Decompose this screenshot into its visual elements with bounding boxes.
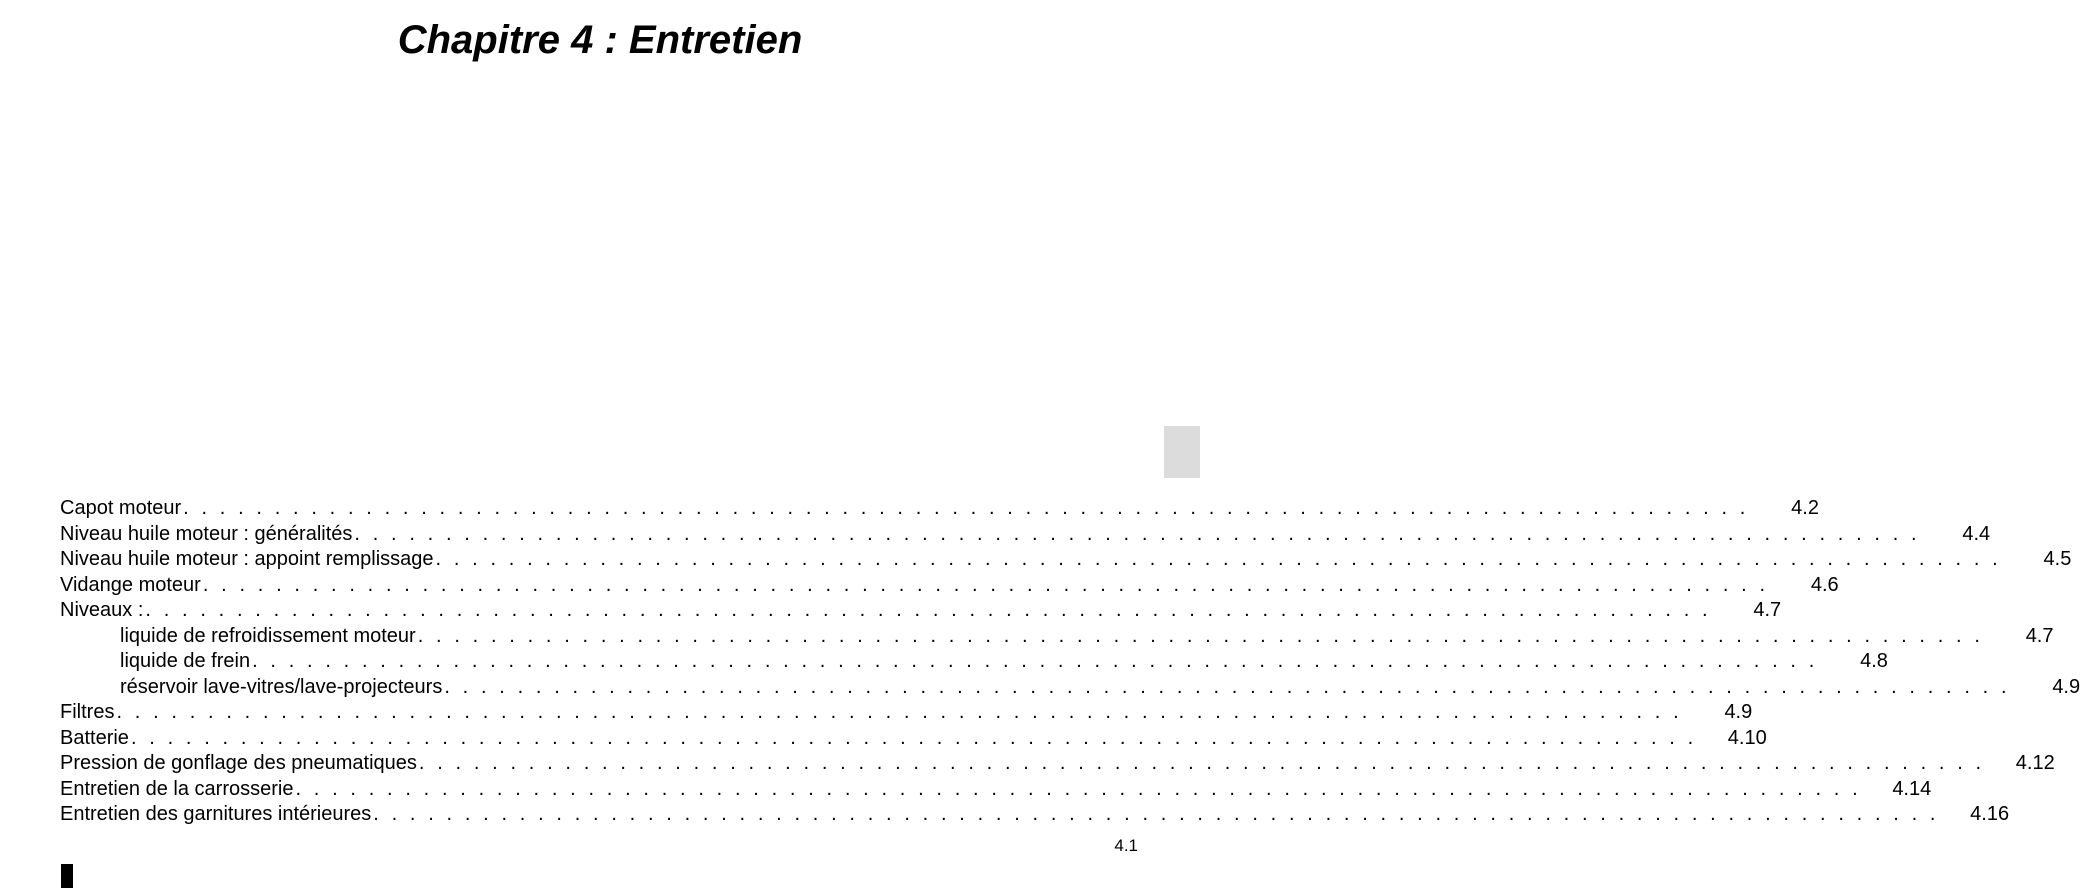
toc-dot-leader: . . . . . . . . . . . . . . . . . . . . . . . . . . . . . . . . . . . . . . . . . . . . . . . . . . . . . . . . . . . . . . . . . . . . . . . . . . . . . . . . . . . . . .: [183, 497, 1749, 519]
page-edge-mark: [61, 864, 73, 888]
toc-dot-leader: . . . . . . . . . . . . . . . . . . . . . . . . . . . . . . . . . . . . . . . . . . . . . . . . . . . . . . . . . . . . . . . . . . . . . . . . . . . . . . . . . . . . . .: [373, 803, 1940, 825]
chapter-tab-marker: [1164, 426, 1200, 478]
toc-dot-leader: . . . . . . . . . . . . . . . . . . . . . . . . . . . . . . . . . . . . . . . . . . . . . . . . . . . . . . . . . . . . . . . . . . . . . . . . . . . . . . . . . . . . . .: [418, 752, 1985, 774]
toc-dot-leader: . . . . . . . . . . . . . . . . . . . . . . . . . . . . . . . . . . . . . . . . . . . . . . . . . . . . . . . . . . . . . . . . . . . . . . . . . . . . . . . . . . . . . .: [145, 599, 1712, 621]
toc-subentry-liquide-refroidissement[interactable]: [60, 624, 2054, 650]
toc-entry-label: réservoir lave-vitres/lave-projecteurs: [120, 675, 443, 698]
toc-entry-page: 4.2: [1791, 497, 1819, 519]
toc-entry-page: 4.7: [2025, 624, 2054, 647]
toc-dot-leader: . . . . . . . . . . . . . . . . . . . . . . . . . . . . . . . . . . . . . . . . . . . . . . . . . . . . . . . . . . . . . . . . . . . . . . . . . . . . . . . . . . . . . .: [202, 573, 1769, 596]
toc-entry-page: 4.12: [2015, 752, 2055, 774]
toc-entry-page: 4.16: [1970, 803, 2010, 825]
page-number: 4.1: [1114, 836, 1138, 855]
toc-entry-label: liquide de frein: [120, 650, 251, 672]
toc-entry-pression-gonflage[interactable]: [60, 751, 2055, 777]
toc-entry-label: Entretien des garnitures intérieures: [60, 803, 372, 825]
toc-entry-label: Niveaux :: [60, 599, 144, 621]
toc-dot-leader: . . . . . . . . . . . . . . . . . . . . . . . . . . . . . . . . . . . . . . . . . . . . . . . . . . . . . . . . . . . . . . . . . . . . . . . . . . . . . . . . . . . . . .: [130, 726, 1697, 749]
toc-entry-label: Pression de gonflage des pneumatiques: [60, 752, 417, 774]
toc-entry-page: 4.6: [1810, 573, 1839, 596]
toc-dot-leader: . . . . . . . . . . . . . . . . . . . . . . . . . . . . . . . . . . . . . . . . . . . . . . . . . . . . . . . . . . . . . . . . . . . . . . . . . . . . . . . . . . . . . .: [435, 548, 2002, 570]
toc-entry-label: Filtres: [60, 701, 115, 723]
toc-entry-niveau-huile-generalites[interactable]: [60, 522, 1991, 548]
toc-entry-page: 4.9: [1724, 701, 1753, 723]
toc-entry-page: 4.9: [2052, 675, 2080, 698]
toc-entry-page: 4.4: [1962, 522, 1991, 545]
toc-entry-niveaux[interactable]: [60, 598, 1782, 624]
toc-dot-leader: . . . . . . . . . . . . . . . . . . . . . . . . . . . . . . . . . . . . . . . . . . . . . . . . . . . . . . . . . . . . . . . . . . . . . . . . . . . . . . . . . . . . . .: [116, 701, 1683, 723]
toc-entry-page: 4.5: [2043, 548, 2072, 570]
toc-entry-capot-moteur[interactable]: [60, 496, 1819, 522]
toc-dot-leader: . . . . . . . . . . . . . . . . . . . . . . . . . . . . . . . . . . . . . . . . . . . . . . . . . . . . . . . . . . . . . . . . . . . . . . . . . . . . . . . . . . . . . .: [444, 675, 2011, 698]
toc-entry-page: 4.7: [1753, 599, 1782, 621]
toc-entry-batterie[interactable]: [60, 726, 1767, 752]
toc-entry-page: 4.8: [1860, 650, 1888, 672]
chapter-title: Chapitre 4 : Entretien: [397, 18, 803, 62]
toc-entry-label: Batterie: [60, 726, 129, 749]
toc-entry-niveau-huile-appoint[interactable]: [60, 547, 2072, 573]
toc-entry-label: Niveau huile moteur : généralités: [60, 522, 353, 545]
toc-dot-leader: . . . . . . . . . . . . . . . . . . . . . . . . . . . . . . . . . . . . . . . . . . . . . . . . . . . . . . . . . . . . . . . . . . . . . . . . . . . . . . . . . . . . . .: [295, 777, 1862, 800]
toc-dot-leader: . . . . . . . . . . . . . . . . . . . . . . . . . . . . . . . . . . . . . . . . . . . . . . . . . . . . . . . . . . . . . . . . . . . . . . . . . . . . . . . . . . . . . .: [417, 624, 1984, 647]
toc-dot-leader: . . . . . . . . . . . . . . . . . . . . . . . . . . . . . . . . . . . . . . . . . . . . . . . . . . . . . . . . . . . . . . . . . . . . . . . . . . . . . . . . . . . . . .: [354, 522, 1921, 545]
toc-dot-leader: . . . . . . . . . . . . . . . . . . . . . . . . . . . . . . . . . . . . . . . . . . . . . . . . . . . . . . . . . . . . . . . . . . . . . . . . . . . . . . . . . . . . . .: [252, 650, 1818, 672]
toc-subentry-reservoir-lave-vitres[interactable]: [60, 675, 2080, 701]
toc-entry-entretien-carrosserie[interactable]: [60, 777, 1932, 803]
toc-entry-vidange-moteur[interactable]: [60, 573, 1839, 599]
toc-entry-entretien-garnitures[interactable]: [60, 802, 2010, 828]
toc-entry-label: Entretien de la carrosserie: [60, 777, 294, 800]
table-of-contents: [60, 496, 2080, 828]
toc-entry-label: Capot moteur: [60, 497, 182, 519]
toc-entry-page: 4.10: [1727, 726, 1767, 749]
toc-entry-label: Niveau huile moteur : appoint remplissage: [60, 548, 434, 570]
toc-entry-label: liquide de refroidissement moteur: [120, 624, 416, 647]
toc-entry-label: Vidange moteur: [60, 573, 201, 596]
toc-subentry-liquide-frein[interactable]: [60, 649, 1888, 675]
toc-entry-page: 4.14: [1892, 777, 1932, 800]
toc-entry-filtres[interactable]: [60, 700, 1753, 726]
